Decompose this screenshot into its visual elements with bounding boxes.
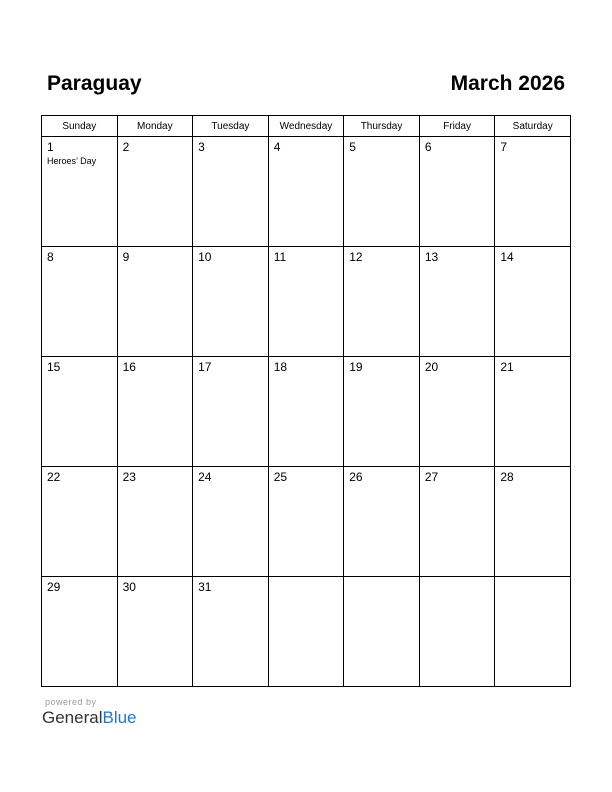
day-number: 23 (122, 470, 136, 484)
day-number: 12 (349, 250, 363, 264)
weekday-header-sunday: Sunday (42, 116, 118, 137)
day-number: 5 (349, 140, 356, 154)
day-number: 21 (500, 360, 514, 374)
day-number: 7 (500, 140, 508, 154)
day-cell (193, 357, 269, 467)
day-cell (42, 137, 118, 247)
calendar-week-row (42, 247, 571, 357)
day-number: 19 (349, 360, 363, 374)
day-number: 27 (424, 470, 439, 484)
day-cell (193, 577, 269, 687)
day-cell (117, 577, 193, 687)
day-number: 24 (198, 470, 212, 484)
country-title: Paraguay (47, 72, 142, 95)
day-cell (268, 137, 344, 247)
day-number (269, 577, 344, 580)
day-cell (495, 357, 571, 467)
day-cell (419, 357, 495, 467)
calendar-body (42, 137, 571, 687)
day-cell (268, 467, 344, 577)
day-number: 8 (47, 250, 54, 264)
day-cell (117, 247, 193, 357)
weekday-header-wednesday: Wednesday (268, 116, 344, 137)
weekday-header-tuesday: Tuesday (193, 116, 269, 137)
day-cell (495, 247, 571, 357)
day-number: 6 (424, 140, 432, 154)
day-number: 4 (273, 140, 281, 154)
weekday-header-thursday: Thursday (344, 116, 420, 137)
day-number: 2 (122, 140, 130, 154)
day-cell (42, 357, 118, 467)
generalblue-logo (42, 708, 137, 728)
day-cell (419, 137, 495, 247)
day-cell (193, 247, 269, 357)
day-number: 9 (122, 250, 130, 264)
logo-text-general: General (42, 708, 103, 727)
holiday-label: Heroes’ Day (47, 156, 97, 166)
day-number: 26 (349, 470, 363, 484)
day-number: 1 (47, 140, 54, 154)
day-cell (344, 577, 420, 687)
weekday-header-friday: Friday (419, 116, 495, 137)
day-cell (193, 137, 269, 247)
calendar-week-row (42, 137, 571, 247)
day-cell (42, 467, 118, 577)
day-cell (495, 577, 571, 687)
day-cell (344, 467, 420, 577)
day-cell (117, 467, 193, 577)
calendar-week-row (42, 467, 571, 577)
day-cell (419, 467, 495, 577)
day-cell (268, 577, 344, 687)
day-cell (344, 137, 420, 247)
day-cell (268, 247, 344, 357)
day-number: 11 (273, 250, 287, 264)
weekday-header-monday: Monday (117, 116, 193, 137)
day-number (420, 577, 495, 580)
calendar-week-row (42, 577, 571, 687)
day-number: 29 (47, 580, 61, 594)
day-number: 14 (500, 250, 514, 264)
powered-by-text: powered by (45, 697, 97, 707)
day-number: 16 (122, 360, 136, 374)
day-number: 15 (47, 360, 61, 374)
day-cell (268, 357, 344, 467)
day-number: 22 (47, 470, 61, 484)
day-number: 25 (273, 470, 288, 484)
day-cell (495, 467, 571, 577)
month-year-title: March 2026 (450, 72, 565, 95)
calendar-week-row (42, 357, 571, 467)
day-cell (419, 247, 495, 357)
day-cell (42, 247, 118, 357)
day-number: 3 (198, 140, 205, 154)
day-cell (344, 357, 420, 467)
day-number: 17 (198, 360, 212, 374)
day-number: 10 (198, 250, 212, 264)
day-cell (419, 577, 495, 687)
day-number: 13 (424, 250, 439, 264)
day-number: 18 (273, 360, 288, 374)
day-cell (344, 247, 420, 357)
calendar-grid (41, 115, 571, 687)
day-cell (117, 357, 193, 467)
day-number: 30 (122, 580, 136, 594)
weekday-header-row (42, 116, 571, 137)
day-number: 31 (198, 580, 212, 594)
day-number (344, 577, 419, 580)
day-cell (42, 577, 118, 687)
day-cell (193, 467, 269, 577)
day-cell (117, 137, 193, 247)
day-number: 28 (500, 470, 514, 484)
logo-text-blue: Blue (102, 708, 137, 727)
day-cell (495, 137, 571, 247)
day-number: 20 (424, 360, 439, 374)
weekday-header-saturday: Saturday (495, 116, 571, 137)
day-number (495, 577, 570, 580)
